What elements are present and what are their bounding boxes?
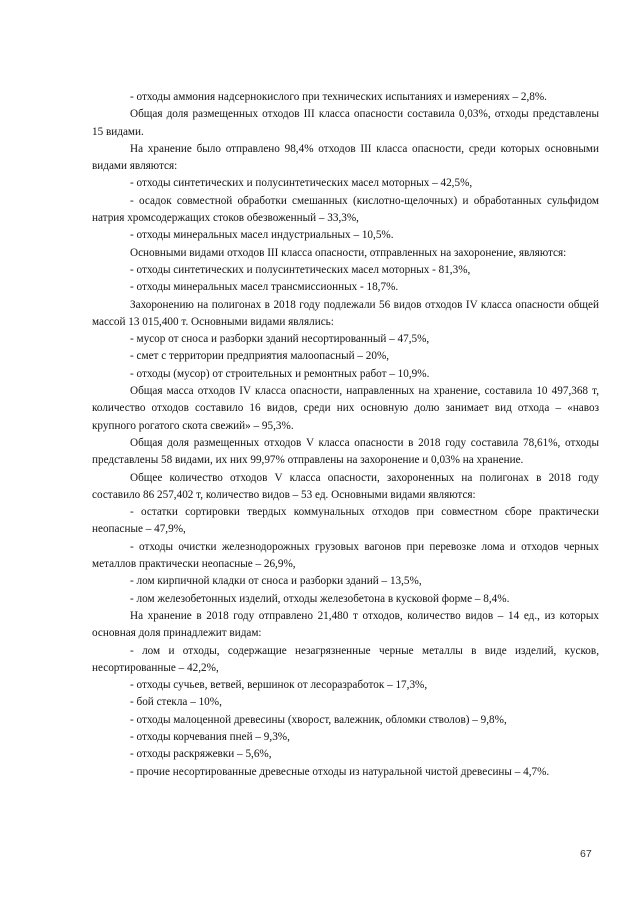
list-item: - отходы аммония надсернокислого при технических испытаниях и измерениях – 2,8%. [130, 91, 547, 103]
paragraph: На хранение было отправлено 98,4% отходов III класса опасности, среди которых основными видами являются: [92, 142, 599, 173]
list-item: - отходы синтетических и полусинтетических масел моторных – 42,5%, [130, 177, 473, 190]
paragraph: Общая доля размещенных отходов V класса опасности в 2018 году составила 78,61%, отходы представлены 58 видами, их них 99,97% отправлены на захоронение и 0,03% на хранение. [92, 436, 599, 467]
list-item: - отходы малоценной древесины (хворост, валежник, обломки стволов) – 9,8%, [130, 713, 507, 726]
list-item: - лом кирпичной кладки от сноса и разборки зданий – 13,5%, [130, 575, 422, 588]
page-number: 67 [580, 848, 592, 860]
page-body [92, 89, 599, 781]
paragraph: Общая масса отходов IV класса опасности, направленных на хранение, составила 10 497,368 т, количество отходов составило 16 видов, среди них основную долю занимает вид отхода – «навоз крупного рогатого скота свежий» – 95,3%. [92, 385, 599, 432]
list-item: - отходы синтетических и полусинтетических масел моторных - 81,3%, [130, 263, 471, 276]
paragraph: Общая доля размещенных отходов III класса опасности составила 0,03%, отходы представлены 15 видами. [92, 108, 599, 138]
list-item: - отходы сучьев, ветвей, вершинок от лесоразработок – 17,3%, [130, 679, 428, 692]
paragraph: Общее количество отходов V класса опасности, захороненных на полигонах в 2018 году составило 86 257,402 т, количество видов – 53 ед. Основными видами являются: [92, 471, 599, 501]
paragraph: На хранение в 2018 году отправлено 21,480 т отходов, количество видов – 14 ед., из которых основная доля принадлежит видам: [92, 609, 599, 640]
list-item: - мусор от сноса и разборки зданий несортированный – 47,5%, [130, 333, 430, 346]
list-item: - смет с территории предприятия малоопасный – 20%, [130, 350, 390, 363]
list-item: - лом железобетонных изделий, отходы железобетона в кусковой форме – 8,4%. [130, 592, 510, 605]
list-item: - отходы минеральных масел трансмиссионных - 18,7%. [130, 281, 399, 294]
list-item: - отходы очистки железнодорожных грузовых вагонов при перевозке лома и отходов черных металлов практически неопасные – 26,9%, [92, 540, 599, 571]
list-item: - остатки сортировки твердых коммунальных отходов при совместном сборе практически неопасные – 47,9%, [92, 506, 599, 536]
list-item: - отходы (мусор) от строительных и ремонтных работ – 10,9%. [130, 367, 430, 380]
list-item: - отходы раскряжевки – 5,6%, [130, 748, 272, 761]
list-item: - отходы корчевания пней – 9,3%, [130, 730, 290, 743]
paragraph: Захоронению на полигонах в 2018 году подлежали 56 видов отходов IV класса опасности общей массой 13 015,400 т. Основными видами являлись: [92, 298, 599, 328]
paragraph: Основными видами отходов III класса опасности, отправленных на захоронение, являются: [130, 246, 567, 259]
list-item: - осадок совместной обработки смешанных (кислотно-щелочных) и обработанных сульфидом натрия хромсодержащих стоков обезвоженный – 33,3%, [92, 194, 599, 225]
list-item: - бой стекла – 10%, [130, 696, 222, 709]
list-item: - прочие несортированные древесные отходы из натуральной чистой древесины – 4,7%. [130, 765, 550, 778]
list-item: - отходы минеральных масел индустриальных – 10,5%. [130, 229, 394, 242]
list-item: - лом и отходы, содержащие незагрязненные черные металлы в виде изделий, кусков, несортированные – 42,2%, [92, 644, 599, 674]
